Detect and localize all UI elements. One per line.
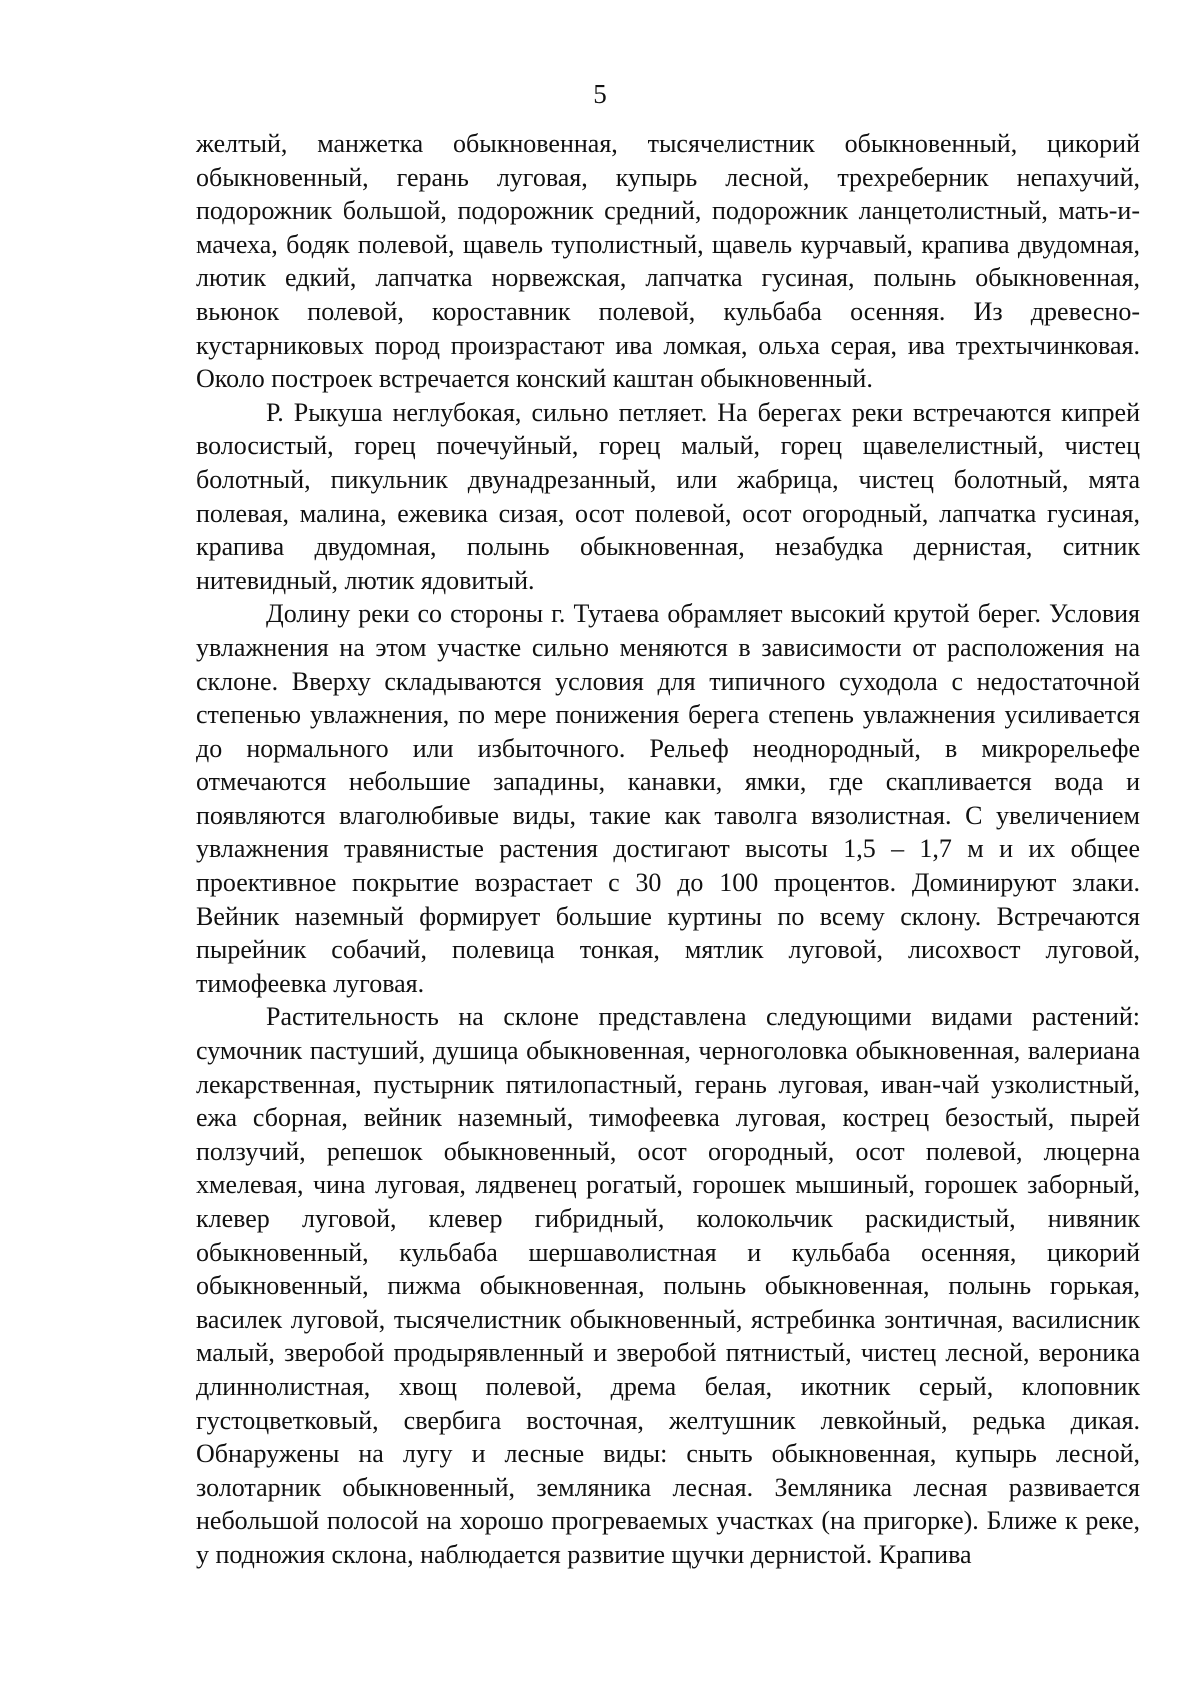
document-body — [196, 127, 1140, 1572]
paragraph-river-valley: Долину реки со стороны г. Тутаева обрамляет высокий крутой берег. Условия увлажнения на этом участке сильно меняются в зависимости от расположения на склоне. Вверху складываются условия для типичного суходола с недостаточной степенью увлажнения, по мере понижения берега степень увлажнения усиливается до нормального или избыточного. Рельеф неоднородный, в микрорельефе отмечаются небольшие западины, канавки, ямки, где скапливается вода и появляются влаголюбивые виды, такие как таволга вязолистная. С увеличением увлажнения травянистые растения достигают высоты 1,5 – 1,7 м и их общее проективное покрытие возрастает с 30 до 100 процентов. Доминируют злаки. Вейник наземный формирует большие куртины по всему склону. Встречаются пырейник собачий, полевица тонкая, мятлик луговой, лисохвост луговой, тимофеевка луговая. — [196, 599, 1140, 998]
paragraph-plant-list-continued: желтый, манжетка обыкновенная, тысячелистник обыкновенный, цикорий обыкновенный, герань луговая, купырь лесной, трехреберник непахучий, подорожник большой, подорожник средний, подорожник ланцетолистный, мать-и-мачеха, бодяк полевой, щавель туполистный, щавель курчавый, крапива двудомная, лютик едкий, лапчатка норвежская, лапчатка гусиная, полынь обыкновенная, вьюнок полевой, короставник полевой, кульбаба осенняя. Из древесно-кустарниковых пород произрастают ива ломкая, ольха серая, ива трехтычинковая. Около построек встречается конский каштан обыкновенный. — [196, 129, 1140, 394]
paragraph-slope-vegetation: Растительность на склоне представлена следующими видами растений: сумочник пастуший, душица обыкновенная, черноголовка обыкновенная, валериана лекарственная, пустырник пятилопастный, герань луговая, иван-чай узколистный, ежа сборная, вейник наземный, тимофеевка луговая, кострец безостый, пырей ползучий, репешок обыкновенный, осот огородный, осот полевой, люцерна хмелевая, чина луговая, лядвенец рогатый, горошек мышиный, горошек заборный, клевер луговой, клевер гибридный, колокольчик раскидистый, нивяник обыкновенный, кульбаба шершаволистная и кульбаба осенняя, цикорий обыкновенный, пижма обыкновенная, полынь обыкновенная, полынь горькая, василек луговой, тысячелистник обыкновенный, ястребинка зонтичная, василисник малый, зверобой продырявленный и зверобой пятнистый, чистец лесной, вероника длиннолистная, хвощ полевой, дрема белая, икотник серый, клоповник густоцветковый, свербига восточная, желтушник левкойный, редька дикая. Обнаружены на лугу и лесные виды: сныть обыкновенная, купырь лесной, золотарник обыкновенный, земляника лесная. Земляника лесная развивается небольшой полосой на хорошо прогреваемых участках (на пригорке). Ближе к реке, у подножия склона, наблюдается развитие щучки дернистой. Крапива — [196, 1002, 1140, 1569]
page-number: 5 — [593, 79, 607, 109]
paragraph-rykusha-river: Р. Рыкуша неглубокая, сильно петляет. На берегах реки встречаются кипрей волосистый, горец почечуйный, горец малый, горец щавелелистный, чистец болотный, пикульник двунадрезанный, или жабрица, чистец болотный, мята полевая, малина, ежевика сизая, осот полевой, осот огородный, лапчатка гусиная, крапива двудомная, полынь обыкновенная, незабудка дернистая, ситник нитевидный, лютик ядовитый. — [196, 397, 1140, 595]
